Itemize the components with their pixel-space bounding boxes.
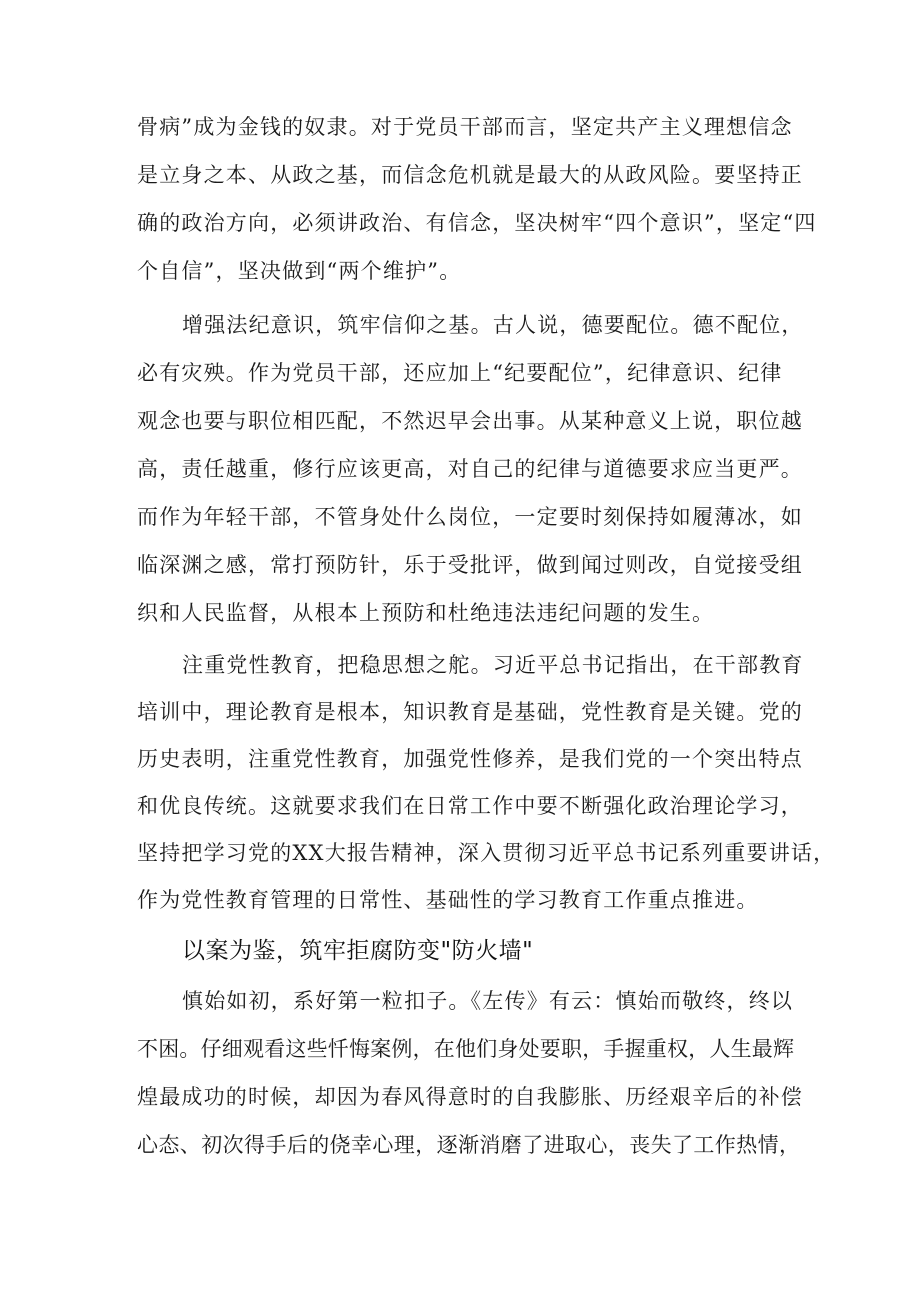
text-line: 煌最成功的时候，却因为春风得意时的自我膨胀、历经艰辛后的补偿 xyxy=(137,1085,803,1109)
text-line: 增强法纪意识，筑牢信仰之基。古人说，德要配位。德不配位， xyxy=(182,313,804,337)
text-line: 培训中，理论教育是根本，知识教育是基础，党性教育是关键。党的 xyxy=(137,700,803,724)
text-line: 作为党性教育管理的日常性、基础性的学习教育工作重点推进。 xyxy=(137,888,759,912)
section-heading: 以案为鉴，筑牢拒腐防变"防火墙" xyxy=(182,938,534,964)
text-line: 注重党性教育，把稳思想之舵。习近平总书记指出，在干部教育 xyxy=(182,653,804,677)
text-line: 慎始如初，系好第一粒扣子。《左传》有云：慎始而敬终，终以 xyxy=(182,989,794,1013)
text-line: 必有灾殃。作为党员干部，还应加上“纪要配位”，纪律意识、纪律 xyxy=(137,361,783,385)
text-line: 观念也要与职位相匹配，不然迟早会出事。从某种意义上说，职位越 xyxy=(137,409,803,433)
text-line: 和优良传统。这就要求我们在日常工作中要不断强化政治理论学习， xyxy=(137,794,803,818)
text-line: 坚持把学习党的XX大报告精神，深入贯彻习近平总书记系列重要讲话， xyxy=(137,841,836,865)
text-line: 确的政治方向，必须讲政治、有信念，坚决树牢“四个意识”，坚定“四 xyxy=(137,211,817,235)
text-line: 个自信”，坚决做到“两个维护”。 xyxy=(137,259,462,283)
text-line: 织和人民监督，从根本上预防和杜绝违法违纪问题的发生。 xyxy=(137,601,715,625)
text-line: 骨病”成为金钱的奴隶。对于党员干部而言，坚定共产主义理想信念 xyxy=(137,115,793,139)
text-line: 心态、初次得手后的侥幸心理，逐渐消磨了进取心，丧失了工作热情， xyxy=(137,1133,801,1157)
text-line: 历史表明，注重党性教育，加强党性修养，是我们党的一个突出特点 xyxy=(137,747,803,771)
text-line: 不困。仔细观看这些忏悔案例，在他们身处要职，手握重权，人生最辉 xyxy=(137,1037,795,1061)
text-line: 高，责任越重，修行应该更高，对自己的纪律与道德要求应当更严。 xyxy=(137,457,803,481)
text-line: 是立身之本、从政之基，而信念危机就是最大的从政风险。要坚持正 xyxy=(137,163,803,187)
text-line: 临深渊之感，常打预防针，乐于受批评，做到闻过则改，自觉接受组 xyxy=(137,553,803,577)
text-line: 而作为年轻干部，不管身处什么岗位，一定要时刻保持如履薄冰，如 xyxy=(137,505,803,529)
